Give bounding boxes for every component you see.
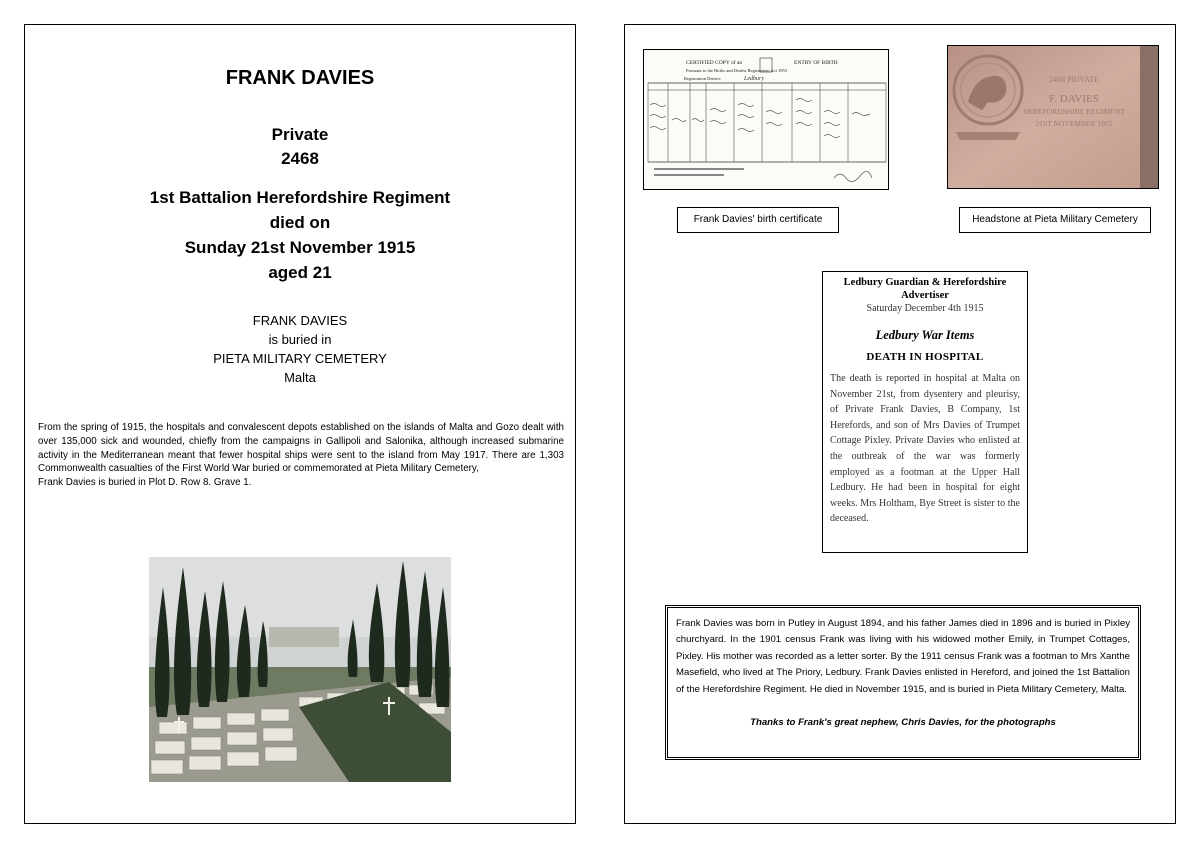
newspaper-body: The death is reported in hospital at Malta on November 21st, from dysentery and pleurisy, of Private Frank Davies, B Company, 1st Herefords, and son of Mrs Davies of Trumpet Cottage Pixley. Private Davies who enlisted at the outbreak of the war was formerly employed as a footman at the Upper Hall Ledbury. He had been in hospital for eight weeks. Mrs Holtham, Bye Street is sister to the deceased. [830,373,1020,525]
burial-country: Malta [284,370,316,385]
cert-header-left: CERTIFIED COPY of an [686,60,743,66]
rank: Private [271,125,329,144]
unit-name: 1st Battalion Herefordshire Regiment [149,188,451,207]
cemetery-photo-image [149,557,451,782]
cemetery-photo [149,557,451,782]
biography-text: Frank Davies was born in Putley in August 1894, and his father James died in 1896 and is buried in Pixley churchyard. In the 1901 census Frank was living with his widowed mother Emily, in Trumpet Cottages, Pixley. His mother was recorded as a letter sorter. By the 1911 census Frank was a footman to Mrs Xanthe Masefield, who lived at The Priory, Ledbury. Frank Davies enlisted in Hereford, and joined the 1st Battalion of the Herefordshire Regiment. He died in November 1915, and is buried in Pieta Military Cemetery, Malta. [676,618,1130,695]
burial-label: is buried in [268,332,332,347]
newspaper-headline: DEATH IN HOSPITAL [866,351,984,363]
newspaper-section: Ledbury War Items [875,328,975,342]
burial-name: FRANK DAVIES [252,313,348,328]
newspaper-date: Saturday December 4th 1915 [866,303,984,314]
soldier-name-title: FRANK DAVIES [225,67,375,89]
rank-block [25,123,575,171]
headstone-line3: HEREFORDSHIRE REGIMENT [1023,107,1125,116]
unit-block [25,185,575,285]
headstone-line2: F. DAVIES [1049,93,1099,105]
cert-district-label: Registration District [684,76,721,81]
died-on-label: died on [269,213,331,232]
birth-certificate-caption: Frank Davies' birth certificate [677,207,839,233]
newspaper-title: Ledbury Guardian & Herefordshire Advertiser [843,277,1007,301]
cert-subheader: Pursuant to the Births and Deaths Registration Act 1953 [686,68,787,73]
headstone-caption: Headstone at Pieta Military Cemetery [959,207,1151,233]
cemetery-name: PIETA MILITARY CEMETERY [213,351,387,366]
date-of-death: Sunday 21st November 1915 [184,238,416,257]
cert-district-value: Ledbury [744,76,764,82]
birth-certificate-image [643,49,889,190]
headstone-line4: 21ST NOVEMBER 1915 [1035,119,1113,128]
service-number: 2468 [281,149,319,168]
cemetery-history [38,421,564,490]
photo-credit: Thanks to Frank's great nephew, Chris Davies, for the photographs [750,717,1056,729]
left-page [24,24,576,824]
headstone-line1: 2468 PRIVATE [1049,75,1099,84]
newspaper-clipping [822,271,1028,553]
right-page [624,24,1176,824]
history-paragraph: From the spring of 1915, the hospitals and convalescent depots established on the islands of Malta and Gozo dealt with over 135,000 sick and wounded, chiefly from the campaigns in Gallipoli and Salonika, although increased submarine activity in the Mediterranean meant that fewer hospital ships were sent to the island from May 1917. There are 1,303 Commonwealth casualties of the First World War buried or commemorated at Pieta Military Cemetery, [38,422,564,475]
headstone-image [947,45,1159,189]
biography-box [665,605,1141,760]
age-at-death: aged 21 [268,263,332,282]
cert-header-right: ENTRY OF BIRTH [794,60,838,66]
grave-location: Frank Davies is buried in Plot D. Row 8. Grave 1. [38,477,252,489]
burial-block [25,311,575,387]
